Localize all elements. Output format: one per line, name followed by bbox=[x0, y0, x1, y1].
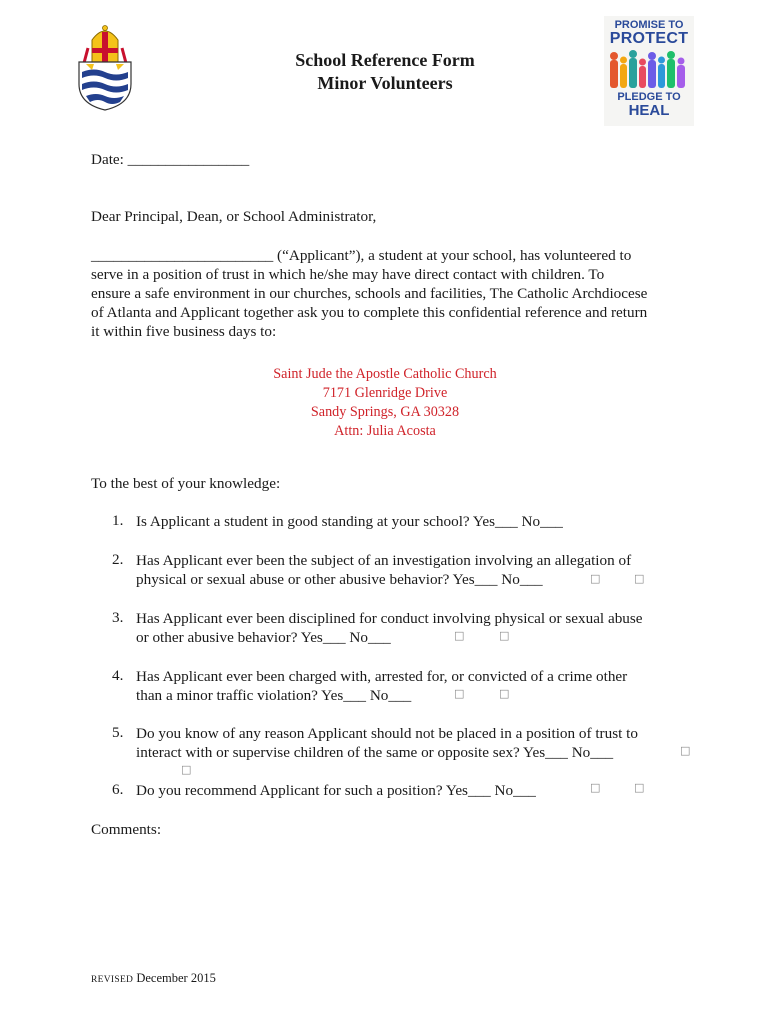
intro-line: ________________________ (“Applicant”), a student at your school, has volunteered to bbox=[91, 247, 632, 264]
intro-line: serve in a position of trust in which he/she may have direct contact with children. To bbox=[91, 266, 605, 283]
question-line: Is Applicant a student in good standing at your school? Yes___ No___ bbox=[136, 513, 563, 530]
question-line: Do you know of any reason Applicant should not be placed in a position of trust to bbox=[136, 725, 638, 742]
checkbox-icon[interactable]: □ bbox=[680, 744, 691, 757]
form-subtitle: Minor Volunteers bbox=[317, 73, 453, 93]
checkbox-icon[interactable]: □ bbox=[590, 572, 601, 585]
revised-label: REVISED bbox=[91, 975, 134, 985]
checkbox-icon[interactable]: □ bbox=[181, 763, 192, 776]
address-line: Saint Jude the Apostle Catholic Church bbox=[273, 366, 497, 382]
question-number: 6. bbox=[112, 781, 124, 798]
checkbox-icon[interactable]: □ bbox=[634, 781, 645, 794]
checkbox-icon[interactable]: □ bbox=[499, 687, 510, 700]
question-line: than a minor traffic violation? Yes___ No___ bbox=[136, 687, 412, 704]
revised-date: December 2015 bbox=[136, 971, 216, 985]
question-line: Has Applicant ever been the subject of an investigation involving an allegation of bbox=[136, 552, 632, 569]
question-line: Do you recommend Applicant for such a position? Yes___ No___ bbox=[136, 782, 536, 799]
question-2 bbox=[136, 551, 706, 589]
question-4 bbox=[136, 667, 706, 705]
checkbox-icon[interactable]: □ bbox=[454, 629, 465, 642]
form-title: School Reference Form bbox=[295, 50, 475, 70]
question-number: 2. bbox=[112, 551, 124, 568]
people-silhouettes-icon bbox=[608, 50, 690, 90]
checkbox-icon[interactable]: □ bbox=[454, 687, 465, 700]
question-line: interact with or supervise children of the same or opposite sex? Yes___ No___ bbox=[136, 744, 614, 761]
return-address bbox=[0, 365, 770, 441]
comments-label: Comments: bbox=[91, 821, 162, 838]
address-line: Sandy Springs, GA 30328 bbox=[310, 404, 460, 420]
question-line: physical or sexual abuse or other abusive behavior? Yes___ No___ bbox=[136, 571, 543, 588]
question-6 bbox=[136, 781, 706, 800]
question-line: or other abusive behavior? Yes___ No___ bbox=[136, 629, 391, 646]
question-line: Has Applicant ever been charged with, arrested for, or convicted of a crime other bbox=[136, 668, 628, 685]
comments-area[interactable] bbox=[91, 845, 691, 955]
address-line: Attn: Julia Acosta bbox=[334, 423, 436, 439]
knowledge-intro: To the best of your knowledge: bbox=[91, 475, 281, 492]
checkbox-icon[interactable]: □ bbox=[634, 572, 645, 585]
question-3 bbox=[136, 609, 706, 647]
question-1 bbox=[136, 512, 706, 531]
checkbox-icon[interactable]: □ bbox=[499, 629, 510, 642]
question-number: 5. bbox=[112, 724, 124, 741]
date-field[interactable]: Date: ________________ bbox=[91, 151, 250, 168]
question-number: 3. bbox=[112, 609, 124, 626]
intro-line: of Atlanta and Applicant together ask you to complete this confidential reference and return bbox=[91, 304, 648, 321]
checkbox-icon[interactable]: □ bbox=[590, 781, 601, 794]
salutation: Dear Principal, Dean, or School Administrator, bbox=[91, 208, 377, 225]
intro-line: ensure a safe environment in our churches, schools and facilities, The Catholic Archdiocese bbox=[91, 285, 648, 302]
intro-paragraph bbox=[91, 246, 731, 341]
question-line: Has Applicant ever been disciplined for conduct involving physical or sexual abuse bbox=[136, 610, 643, 627]
promise-to-protect-logo: PROMISE TO PROTECT PLEDGE TO HEAL bbox=[604, 16, 694, 126]
intro-line: it within five business days to: bbox=[91, 323, 277, 340]
question-5 bbox=[136, 724, 706, 762]
question-number: 4. bbox=[112, 667, 124, 684]
question-number: 1. bbox=[112, 512, 124, 529]
address-line: 7171 Glenridge Drive bbox=[322, 385, 448, 401]
revision-footer bbox=[91, 971, 216, 986]
